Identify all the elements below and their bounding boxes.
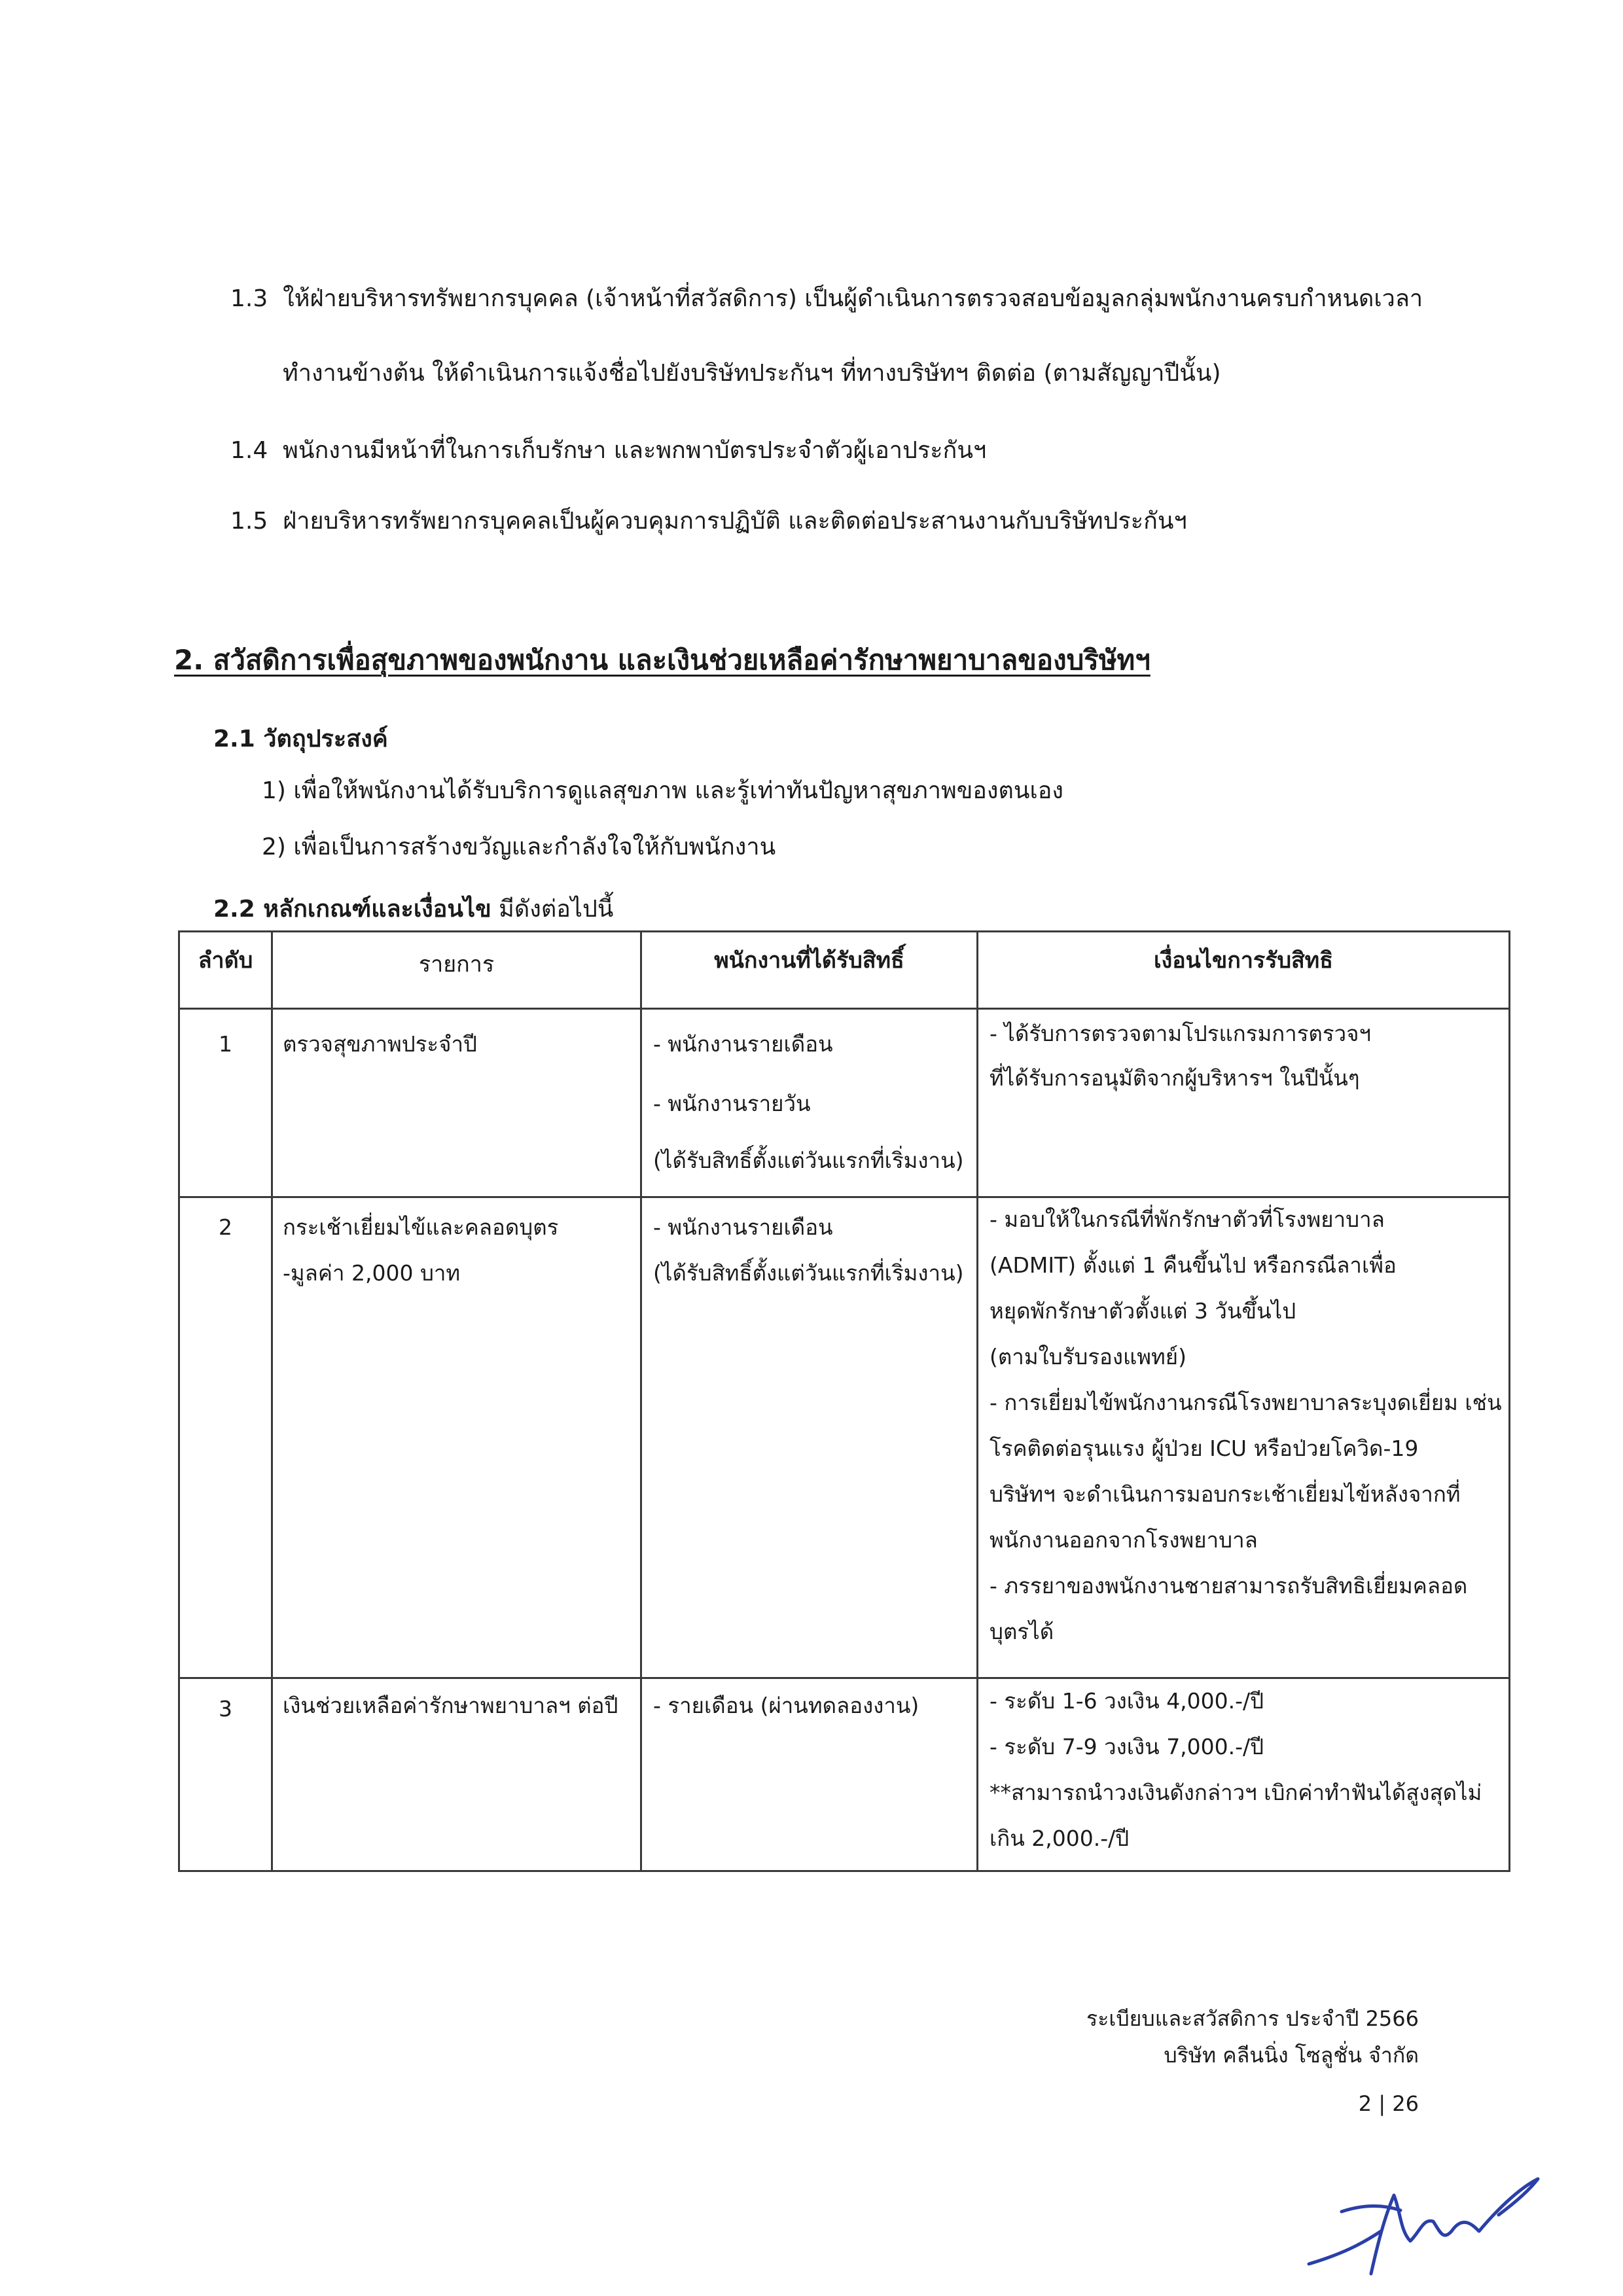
criteria-subheading [213, 890, 613, 927]
header-condition: เงื่อนไขการรับสิทธิ [1154, 947, 1333, 974]
criteria-subheading-bold: 2.2 หลักเกณฑ์และเงื่อนไข [213, 896, 491, 923]
item-text: ให้ฝ่ายบริหารทรัพยากรบุคคล (เจ้าหน้าที่สวัสดิการ) เป็นผู้ดำเนินการตรวจสอบข้อมูลกลุ่มพนักงานครบกำหนดเวลา [283, 285, 1423, 312]
signature-icon [1302, 2133, 1551, 2284]
table-col-divider-1 [271, 930, 273, 1872]
row-eligible-line: - รายเดือน (ผ่านทดลองงาน) [653, 1693, 919, 1718]
row-eligible-line: - พนักงานรายเดือน [653, 1031, 833, 1057]
table-border-bottom [178, 1870, 1510, 1872]
footer-regulation-title: ระเบียบและสวัสดิการ ประจำปี 2566 [1086, 2006, 1419, 2031]
item-1-3-continued: ทำงานข้างต้น ให้ดำเนินการแจ้งชื่อไปยังบริษัทประกันฯ ที่ทางบริษัทฯ ติดต่อ (ตามสัญญาปีนั้น) [283, 360, 1221, 387]
header-item: รายการ [418, 951, 495, 978]
footer-page-number: 2 | 26 [1358, 2091, 1419, 2116]
row-eligible-line: (ได้รับสิทธิ์ตั้งแต่วันแรกที่เริ่มงาน) [653, 1148, 964, 1173]
row-condition-line: **สามารถนำวงเงินดังกล่าวฯ เบิกค่าทำฟันได้สูงสุดไม่ [990, 1780, 1482, 1805]
row-eligible-line: - พนักงานรายเดือน [653, 1214, 833, 1240]
row-condition-line: - ได้รับการตรวจตามโปรแกรมการตรวจฯ [990, 1021, 1371, 1046]
row-number: 1 [219, 1031, 232, 1057]
item-1-3 [230, 283, 1423, 315]
row-condition-line: (ADMIT) ตั้งแต่ 1 คืนขึ้นไป หรือกรณีลาเพื่อ [990, 1252, 1397, 1278]
row-condition-line: - การเยี่ยมไข้พนักงานกรณีโรงพยาบาลระบุงดเยี่ยม เช่น [990, 1390, 1502, 1415]
row-condition-line: เกิน 2,000.-/ปี [990, 1826, 1130, 1851]
item-number: 1.4 [230, 437, 268, 464]
row-condition-line: บริษัทฯ จะดำเนินการมอบกระเช้าเยี่ยมไข้หลังจากที่ [990, 1481, 1461, 1507]
objective-2: 2) เพื่อเป็นการสร้างขวัญและกำลังใจให้กับพนักงาน [262, 834, 776, 860]
row-item-line: -มูลค่า 2,000 บาท [283, 1260, 461, 1286]
table-col-divider-3 [976, 930, 978, 1872]
footer-company-name: บริษัท คลีนนิ่ง โซลูชั่น จำกัด [1164, 2043, 1419, 2068]
row-condition-line: - ระดับ 1-6 วงเงิน 4,000.-/ปี [990, 1688, 1264, 1714]
section-2-heading: 2. สวัสดิการเพื่อสุขภาพของพนักงาน และเงินช่วยเหลือค่ารักษาพยาบาลของบริษัทฯ [174, 644, 1150, 676]
row-condition-line: โรคติดต่อรุนแรง ผู้ป่วย ICU หรือป่วยโควิด-19 [990, 1436, 1419, 1461]
row-condition-line: - มอบให้ในกรณีที่พักรักษาตัวที่โรงพยาบาล [990, 1207, 1385, 1232]
row-condition-line: พนักงานออกจากโรงพยาบาล [990, 1527, 1258, 1553]
row-condition-line: - ภรรยาของพนักงานชายสามารถรับสิทธิเยี่ยมคลอด [990, 1573, 1468, 1598]
item-number: 1.5 [230, 508, 268, 535]
table-border-top [178, 930, 1510, 932]
row-item: ตรวจสุขภาพประจำปี [283, 1031, 477, 1057]
criteria-subheading-rest: มีดังต่อไปนี้ [491, 896, 614, 923]
row-condition-line: ที่ได้รับการอนุมัติจากผู้บริหารฯ ในปีนั้นๆ [990, 1065, 1360, 1091]
row-condition-line: (ตามใบรับรองแพทย์) [990, 1344, 1186, 1369]
table-border-right [1508, 930, 1510, 1872]
objective-1: 1) เพื่อให้พนักงานได้รับบริการดูแลสุขภาพ และรู้เท่าทันปัญหาสุขภาพของตนเอง [262, 777, 1064, 804]
row-condition-line: หยุดพักรักษาตัวตั้งแต่ 3 วันขึ้นไป [990, 1298, 1296, 1324]
row-number: 3 [219, 1696, 232, 1722]
objectives-subheading: 2.1 วัตถุประสงค์ [213, 726, 388, 752]
row-item: เงินช่วยเหลือค่ารักษาพยาบาลฯ ต่อปี [283, 1693, 618, 1718]
row-item-line: กระเช้าเยี่ยมไข้และคลอดบุตร [283, 1214, 559, 1240]
row-eligible-line: - พนักงานรายวัน [653, 1091, 811, 1116]
row-eligible-line: (ได้รับสิทธิ์ตั้งแต่วันแรกที่เริ่มงาน) [653, 1260, 964, 1286]
header-eligible: พนักงานที่ได้รับสิทธิ์ [714, 947, 904, 974]
header-order: ลำดับ [198, 947, 253, 974]
item-1-5 [230, 505, 1187, 538]
table-row-divider-2 [178, 1677, 1510, 1679]
table-col-divider-2 [640, 930, 642, 1872]
row-condition-line: บุตรได้ [990, 1619, 1054, 1644]
item-1-4 [230, 434, 986, 467]
item-number: 1.3 [230, 285, 268, 312]
table-header-divider [178, 1008, 1510, 1010]
row-number: 2 [219, 1214, 232, 1240]
item-text: ฝ่ายบริหารทรัพยากรบุคคลเป็นผู้ควบคุมการปฏิบัติ และติดต่อประสานงานกับบริษัทประกันฯ [283, 508, 1187, 535]
item-text: พนักงานมีหน้าที่ในการเก็บรักษา และพกพาบัตรประจำตัวผู้เอาประกันฯ [283, 437, 987, 464]
row-condition-line: - ระดับ 7-9 วงเงิน 7,000.-/ปี [990, 1734, 1264, 1759]
